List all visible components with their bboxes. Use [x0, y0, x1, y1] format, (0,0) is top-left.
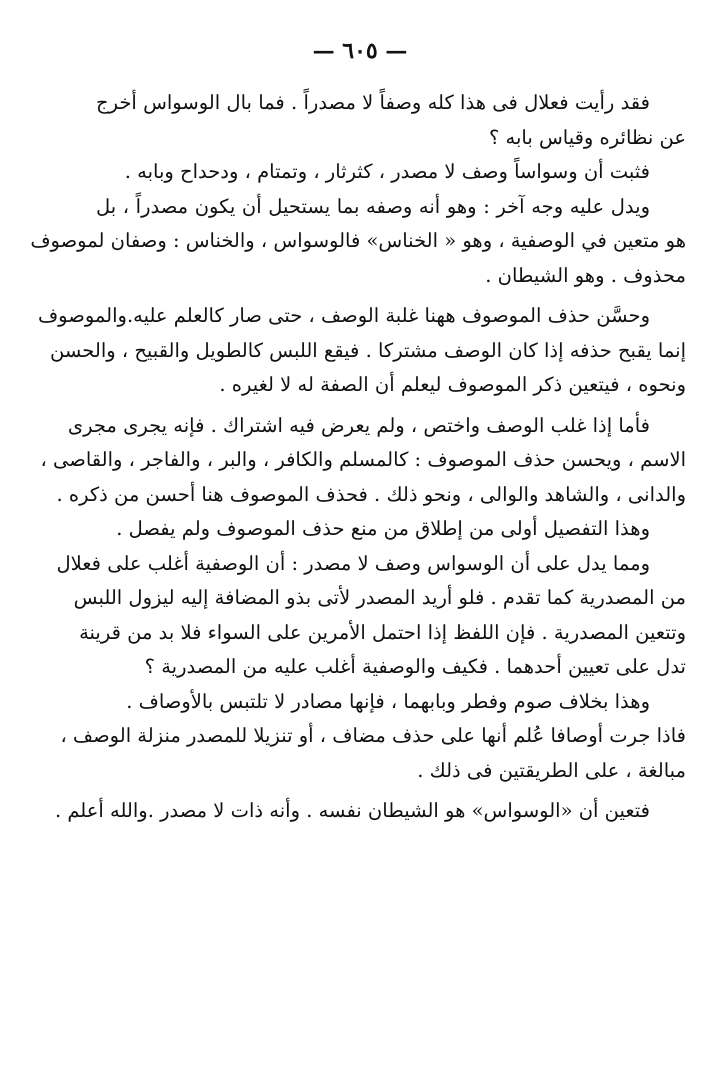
page-number: — ٦٠٥ — — [312, 38, 408, 64]
text-line: ونحوه ، فيتعين ذكر الموصوف ليعلم أن الصفة له لا لغيره . — [219, 373, 686, 396]
text-line: مبالغة ، على الطريقتين فى ذلك . — [417, 758, 686, 782]
text-line: محذوف . وهو الشيطان . — [485, 263, 686, 287]
text-line: ويدل عليه وجه آخر : وهو أنه وصفه بما يستحيل أن يكون مصدراً ، بل — [96, 194, 650, 218]
text-line: فاذا جرت أوصافا عُلم أنها على حذف مضاف ، أو تنزيلا للمصدر منزلة الوصف ، — [60, 724, 686, 747]
body-text — [30, 86, 686, 829]
text-line: تدل على تعيين أحدهما . فكيف والوصفية أغلب عليه من المصدرية ؟ — [144, 655, 686, 678]
text-line: وحسَّن حذف الموصوف ههنا غلبة الوصف ، حتى صار كالعلم عليه.والموصوف — [37, 304, 650, 327]
text-line: عن نظائره وقياس بابه ؟ — [488, 125, 686, 149]
text-line: وهذا بخلاف صوم وفطر وبابهما ، فإنها مصادر لا تلتبس بالأوصاف . — [126, 689, 650, 713]
text-line: فثبت أن وسواساً وصف لا مصدر ، كثرثار ، وتمتام ، ودحداح وبابه . — [124, 160, 650, 183]
text-line: الاسم ، ويحسن حذف الموصوف : كالمسلم والكافر ، والبر ، والفاجر ، والقاصى ، — [40, 448, 686, 471]
text-line: فتعين أن «الوسواس» هو الشيطان نفسه . وأنه ذات لا مصدر .والله أعلم . — [54, 799, 650, 822]
text-line: فقد رأيت فعلال فى هذا كله وصفاً لا مصدراً . فما بال الوسواس أخرج — [96, 91, 650, 114]
text-line: ومما يدل على أن الوسواس وصف لا مصدر : أن الوصفية أغلب على فعلال — [56, 551, 650, 575]
text-line: وتتعين المصدرية . فإن اللفظ إذا احتمل الأمرين على السواء فلا بد من قرينة — [79, 620, 686, 644]
text-line: إنما يقبح حذفه إذا كان الوصف مشتركا . فيقع اللبس كالطويل والقبيح ، والحسن — [50, 338, 686, 362]
text-line: والدانى ، والشاهد والوالى ، ونحو ذلك . فحذف الموصوف هنا أحسن من ذكره . — [56, 482, 686, 506]
text-line: فأما إذا غلب الوصف واختص ، ولم يعرض فيه اشتراك . فإنه يجرى مجرى — [67, 413, 650, 437]
text-line: من المصدرية كما تقدم . فلو أريد المصدر لأتى بذو المضافة إليه ليزول اللبس — [73, 586, 686, 609]
text-line: وهذا التفصيل أولى من إطلاق من منع حذف الموصوف ولم يفصل . — [116, 517, 650, 540]
text-line: هو متعين في الوصفية ، وهو « الخناس» فالوسواس ، والخناس : وصفان لموصوف — [30, 229, 686, 252]
